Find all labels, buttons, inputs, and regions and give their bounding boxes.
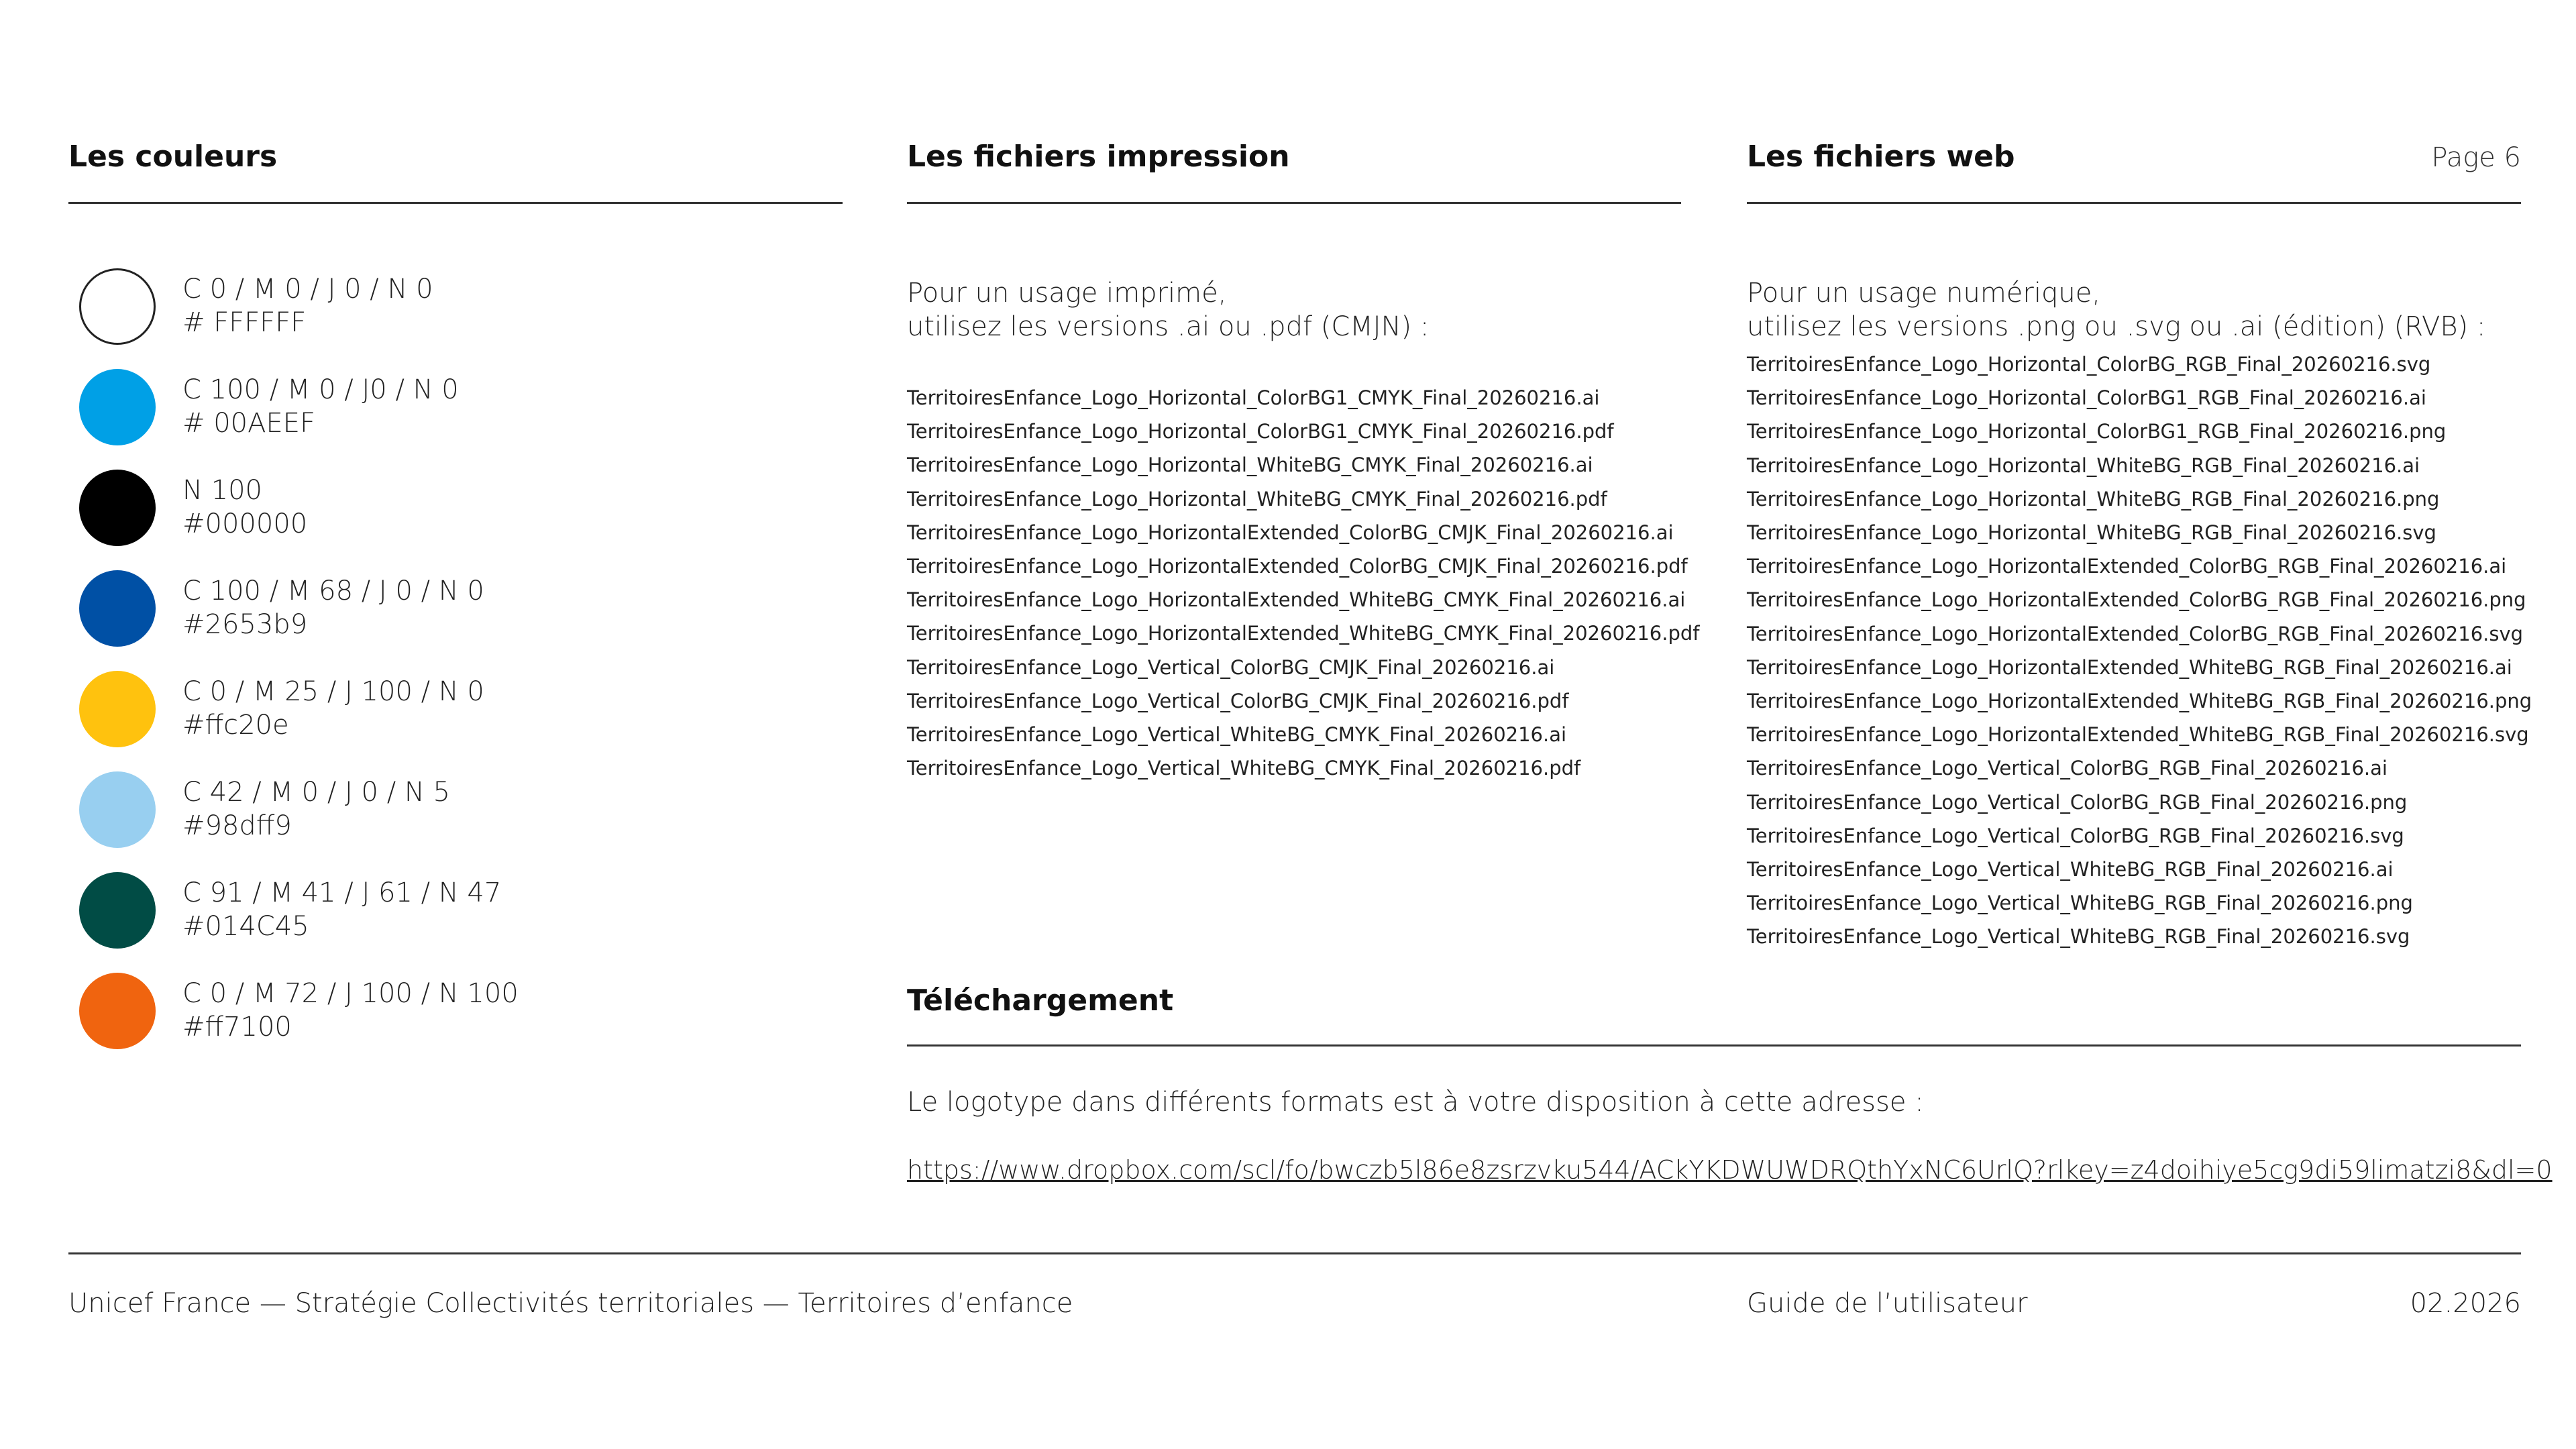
- web-file-list: [1747, 347, 2532, 954]
- print-file-item: TerritoiresEnfance_Logo_HorizontalExtended_ColorBG_CMJK_Final_20260216.pdf: [907, 555, 1688, 578]
- web-intro-line: utilisez les versions .png ou .svg ou .ai (édition) (RVB) :: [1747, 311, 2486, 342]
- print-file-item: TerritoiresEnfance_Logo_Horizontal_ColorBG1_CMYK_Final_20260216.pdf: [907, 420, 1614, 443]
- color-cmyk-value: C 0 / M 25 / J 100 / N 0: [182, 676, 484, 707]
- color-cmyk-value: C 100 / M 68 / J 0 / N 0: [182, 576, 484, 606]
- download-section-title: Téléchargement: [907, 983, 1174, 1018]
- color-hex-value: #98dff9: [182, 810, 292, 841]
- web-intro: [1747, 276, 2485, 343]
- web-file-item: TerritoiresEnfance_Logo_Horizontal_WhiteBG_RGB_Final_20260216.svg: [1747, 521, 2436, 545]
- web-section-title: Les fichiers web: [1747, 140, 2015, 174]
- color-cmyk-value: C 0 / M 72 / J 100 / N 100: [182, 978, 519, 1009]
- web-file-item: TerritoiresEnfance_Logo_Vertical_WhiteBG_RGB_Final_20260216.png: [1747, 892, 2413, 915]
- color-swatch-circle: [79, 470, 156, 546]
- color-swatch-circle: [79, 268, 156, 345]
- color-swatch-circle: [79, 771, 156, 848]
- color-swatch-circle: [79, 671, 156, 747]
- color-swatch-circle: [79, 570, 156, 647]
- color-hex-value: # 00AEEF: [182, 408, 316, 439]
- print-file-item: TerritoiresEnfance_Logo_HorizontalExtended_WhiteBG_CMYK_Final_20260216.ai: [907, 588, 1686, 612]
- print-file-item: TerritoiresEnfance_Logo_Horizontal_ColorBG1_CMYK_Final_20260216.ai: [907, 386, 1600, 409]
- print-file-item: TerritoiresEnfance_Logo_Horizontal_WhiteBG_CMYK_Final_20260216.pdf: [907, 487, 1607, 511]
- print-file-item: TerritoiresEnfance_Logo_HorizontalExtended_ColorBG_CMJK_Final_20260216.ai: [907, 521, 1674, 544]
- colors-divider: [68, 202, 843, 204]
- print-file-item: TerritoiresEnfance_Logo_Vertical_WhiteBG_CMYK_Final_20260216.pdf: [907, 757, 1581, 780]
- web-file-item: TerritoiresEnfance_Logo_HorizontalExtended_ColorBG_RGB_Final_20260216.ai: [1747, 555, 2507, 578]
- color-swatch-circle: [79, 973, 156, 1049]
- web-file-item: TerritoiresEnfance_Logo_HorizontalExtended_WhiteBG_RGB_Final_20260216.ai: [1747, 655, 2512, 679]
- web-file-item: TerritoiresEnfance_Logo_Horizontal_WhiteBG_RGB_Final_20260216.ai: [1747, 453, 2420, 477]
- web-file-item: TerritoiresEnfance_Logo_Vertical_ColorBG_RGB_Final_20260216.ai: [1747, 757, 2387, 780]
- footer-date: 02.2026: [2410, 1288, 2521, 1319]
- color-hex-value: #014C45: [182, 911, 309, 942]
- footer-divider: [68, 1252, 2521, 1254]
- color-hex-value: #2653b9: [182, 609, 308, 640]
- web-file-item: TerritoiresEnfance_Logo_Horizontal_ColorBG1_RGB_Final_20260216.ai: [1747, 386, 2426, 410]
- web-file-item: TerritoiresEnfance_Logo_HorizontalExtended_ColorBG_RGB_Final_20260216.svg: [1747, 622, 2524, 645]
- print-file-item: TerritoiresEnfance_Logo_HorizontalExtended_WhiteBG_CMYK_Final_20260216.pdf: [907, 622, 1700, 645]
- color-hex-value: #ffc20e: [182, 710, 289, 741]
- footer-left-text: Unicef France — Stratégie Collectivités territoriales — Territoires d’enfance: [68, 1288, 1073, 1319]
- color-swatch-text: [182, 977, 519, 1044]
- web-file-item: TerritoiresEnfance_Logo_Horizontal_WhiteBG_RGB_Final_20260216.png: [1747, 487, 2440, 511]
- web-file-item: TerritoiresEnfance_Logo_HorizontalExtended_WhiteBG_RGB_Final_20260216.png: [1747, 690, 2532, 713]
- print-section-title: Les fichiers impression: [907, 140, 1290, 174]
- colors-section-title: Les couleurs: [68, 140, 278, 174]
- print-divider: [907, 202, 1681, 204]
- web-divider: [1747, 202, 2521, 204]
- web-file-item: TerritoiresEnfance_Logo_Horizontal_ColorBG1_RGB_Final_20260216.png: [1747, 420, 2447, 443]
- color-cmyk-value: N 100: [182, 475, 262, 506]
- web-file-item: TerritoiresEnfance_Logo_HorizontalExtended_ColorBG_RGB_Final_20260216.png: [1747, 588, 2526, 612]
- print-file-item: TerritoiresEnfance_Logo_Vertical_ColorBG_CMJK_Final_20260216.ai: [907, 655, 1555, 679]
- print-intro-line: Pour un usage imprimé,: [907, 278, 1227, 309]
- print-file-item: TerritoiresEnfance_Logo_Vertical_WhiteBG_CMYK_Final_20260216.ai: [907, 723, 1567, 747]
- download-divider: [907, 1044, 2521, 1046]
- print-file-item: TerritoiresEnfance_Logo_Vertical_ColorBG_CMJK_Final_20260216.pdf: [907, 689, 1569, 712]
- color-cmyk-value: C 0 / M 0 / J 0 / N 0: [182, 274, 433, 305]
- web-file-item: TerritoiresEnfance_Logo_Vertical_WhiteBG_RGB_Final_20260216.svg: [1747, 925, 2410, 949]
- color-cmyk-value: C 100 / M 0 / J0 / N 0: [182, 374, 459, 405]
- color-swatch-text: [182, 675, 484, 742]
- color-swatch-text: [182, 474, 307, 541]
- color-swatch-text: [182, 574, 484, 641]
- color-swatch-circle: [79, 872, 156, 949]
- footer-guide-title: Guide de l’utilisateur: [1747, 1288, 2028, 1319]
- web-file-item: TerritoiresEnfance_Logo_Vertical_WhiteBG_RGB_Final_20260216.ai: [1747, 858, 2394, 881]
- page-number: Page 6: [2431, 142, 2521, 173]
- web-file-item: TerritoiresEnfance_Logo_HorizontalExtended_WhiteBG_RGB_Final_20260216.svg: [1747, 723, 2529, 747]
- web-file-item: TerritoiresEnfance_Logo_Vertical_ColorBG_RGB_Final_20260216.png: [1747, 790, 2408, 814]
- web-intro-line: Pour un usage numérique,: [1747, 278, 2101, 309]
- web-file-item: TerritoiresEnfance_Logo_Horizontal_ColorBG_RGB_Final_20260216.svg: [1747, 353, 2431, 376]
- color-swatch-text: [182, 373, 459, 440]
- color-swatch-text: [182, 775, 450, 843]
- print-intro: [907, 276, 1429, 343]
- color-cmyk-value: C 42 / M 0 / J 0 / N 5: [182, 777, 450, 808]
- web-file-item: TerritoiresEnfance_Logo_Vertical_ColorBG_RGB_Final_20260216.svg: [1747, 824, 2404, 847]
- print-file-item: TerritoiresEnfance_Logo_Horizontal_WhiteBG_CMYK_Final_20260216.ai: [907, 453, 1593, 477]
- color-hex-value: #ff7100: [182, 1012, 292, 1042]
- color-hex-value: # FFFFFF: [182, 307, 307, 338]
- download-link[interactable]: https://www.dropbox.com/scl/fo/bwczb5l86e8zsrzvku544/ACkYKDWUWDRQthYxNC6UrlQ?rlkey=z4doihiye5cg9di59limatzi8&dl=0: [907, 1155, 2553, 1185]
- print-file-list: [907, 381, 1700, 785]
- print-intro-line: utilisez les versions .ai ou .pdf (CMJN) :: [907, 311, 1430, 342]
- color-swatch-text: [182, 876, 501, 943]
- color-hex-value: #000000: [182, 508, 308, 539]
- download-description: Le logotype dans différents formats est à votre disposition à cette adresse :: [907, 1087, 1924, 1118]
- color-swatch-circle: [79, 369, 156, 445]
- color-swatch-text: [182, 272, 433, 339]
- color-cmyk-value: C 91 / M 41 / J 61 / N 47: [182, 877, 502, 908]
